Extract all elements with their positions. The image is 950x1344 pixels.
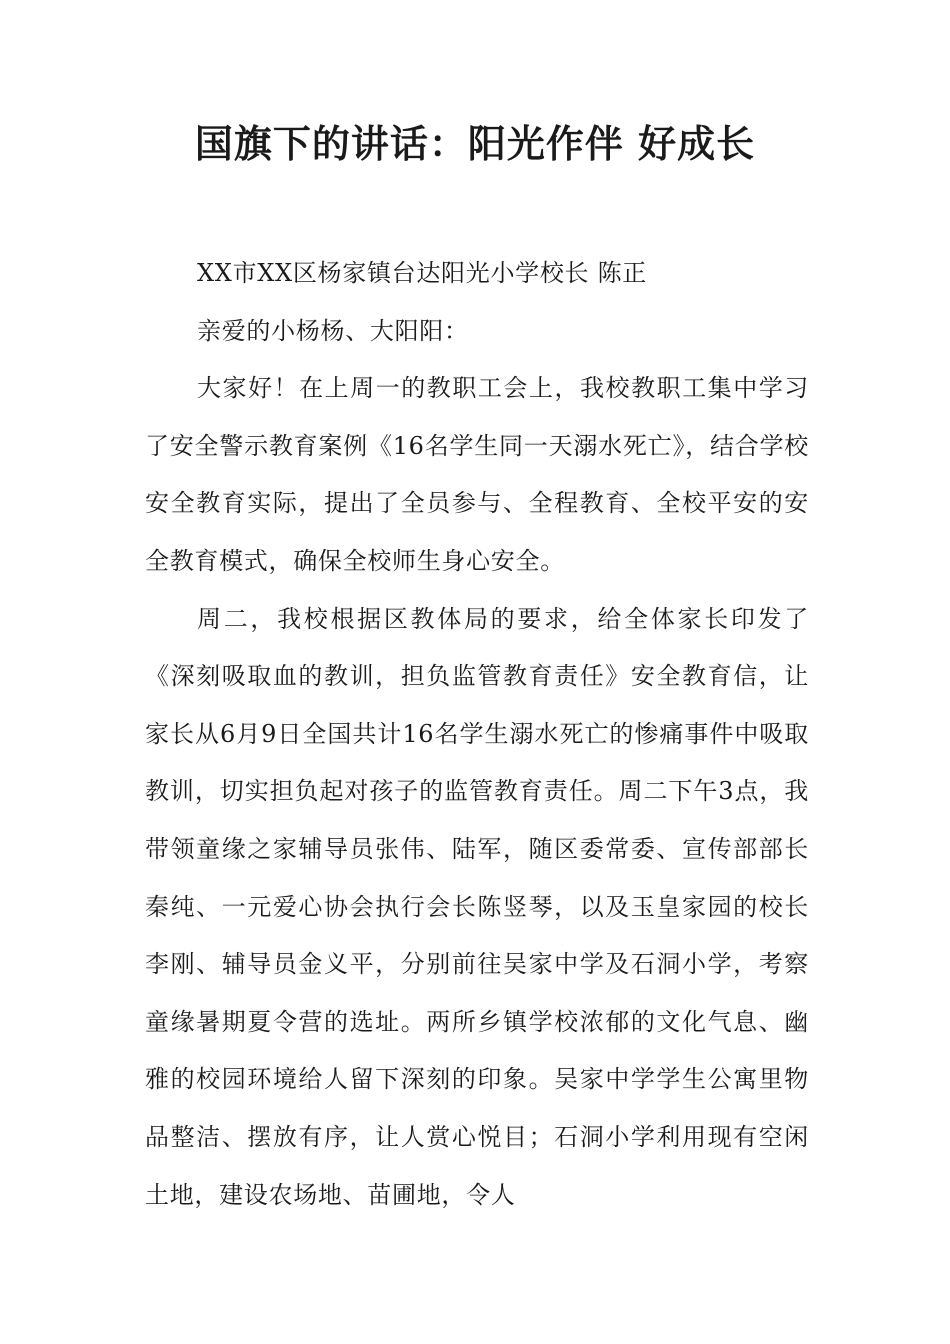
paragraph: 大家好！在上周一的教职工会上，我校教职工集中学习了安全警示教育案例《16名学生同一天溺水死亡》，结合学校安全教育实际，提出了全员参与、全程教育、全校平安的安全教育模式，确保全校师生身心安全。 [145, 374, 809, 575]
author-line: XX市XX区杨家镇台达阳光小学校长 陈正 [197, 259, 647, 287]
salutation: 亲爱的小杨杨、大阳阳： [197, 316, 469, 345]
document-title: 国旗下的讲话：阳光作伴 好成长 [194, 122, 756, 166]
paragraph: 周二，我校根据区教体局的要求，给全体家长印发了《深刻吸取血的教训，担负监管教育责任》安全教育信，让家长从6月9日全国共计16名学生溺水死亡的惨痛事件中吸取教训，切实担负起对孩子的监管教育责任。周二下午3点，我带领童缘之家辅导员张伟、陆军，随区委常委、宣传部部长秦纯、一元爱心协会执行会长陈竖琴，以及玉皇家园的校长李刚、辅导员金义平，分别前往吴家中学及石洞小学，考察童缘暑期夏令营的选址。两所乡镇学校浓郁的文化气息、幽雅的校园环境给人留下深刻的印象。吴家中学学生公寓里物品整洁、摆放有序，让人赏心悦目；石洞小学利用现有空闲土地，建设农场地、苗圃地，令人 [145, 604, 809, 1209]
document-body [145, 245, 809, 1224]
